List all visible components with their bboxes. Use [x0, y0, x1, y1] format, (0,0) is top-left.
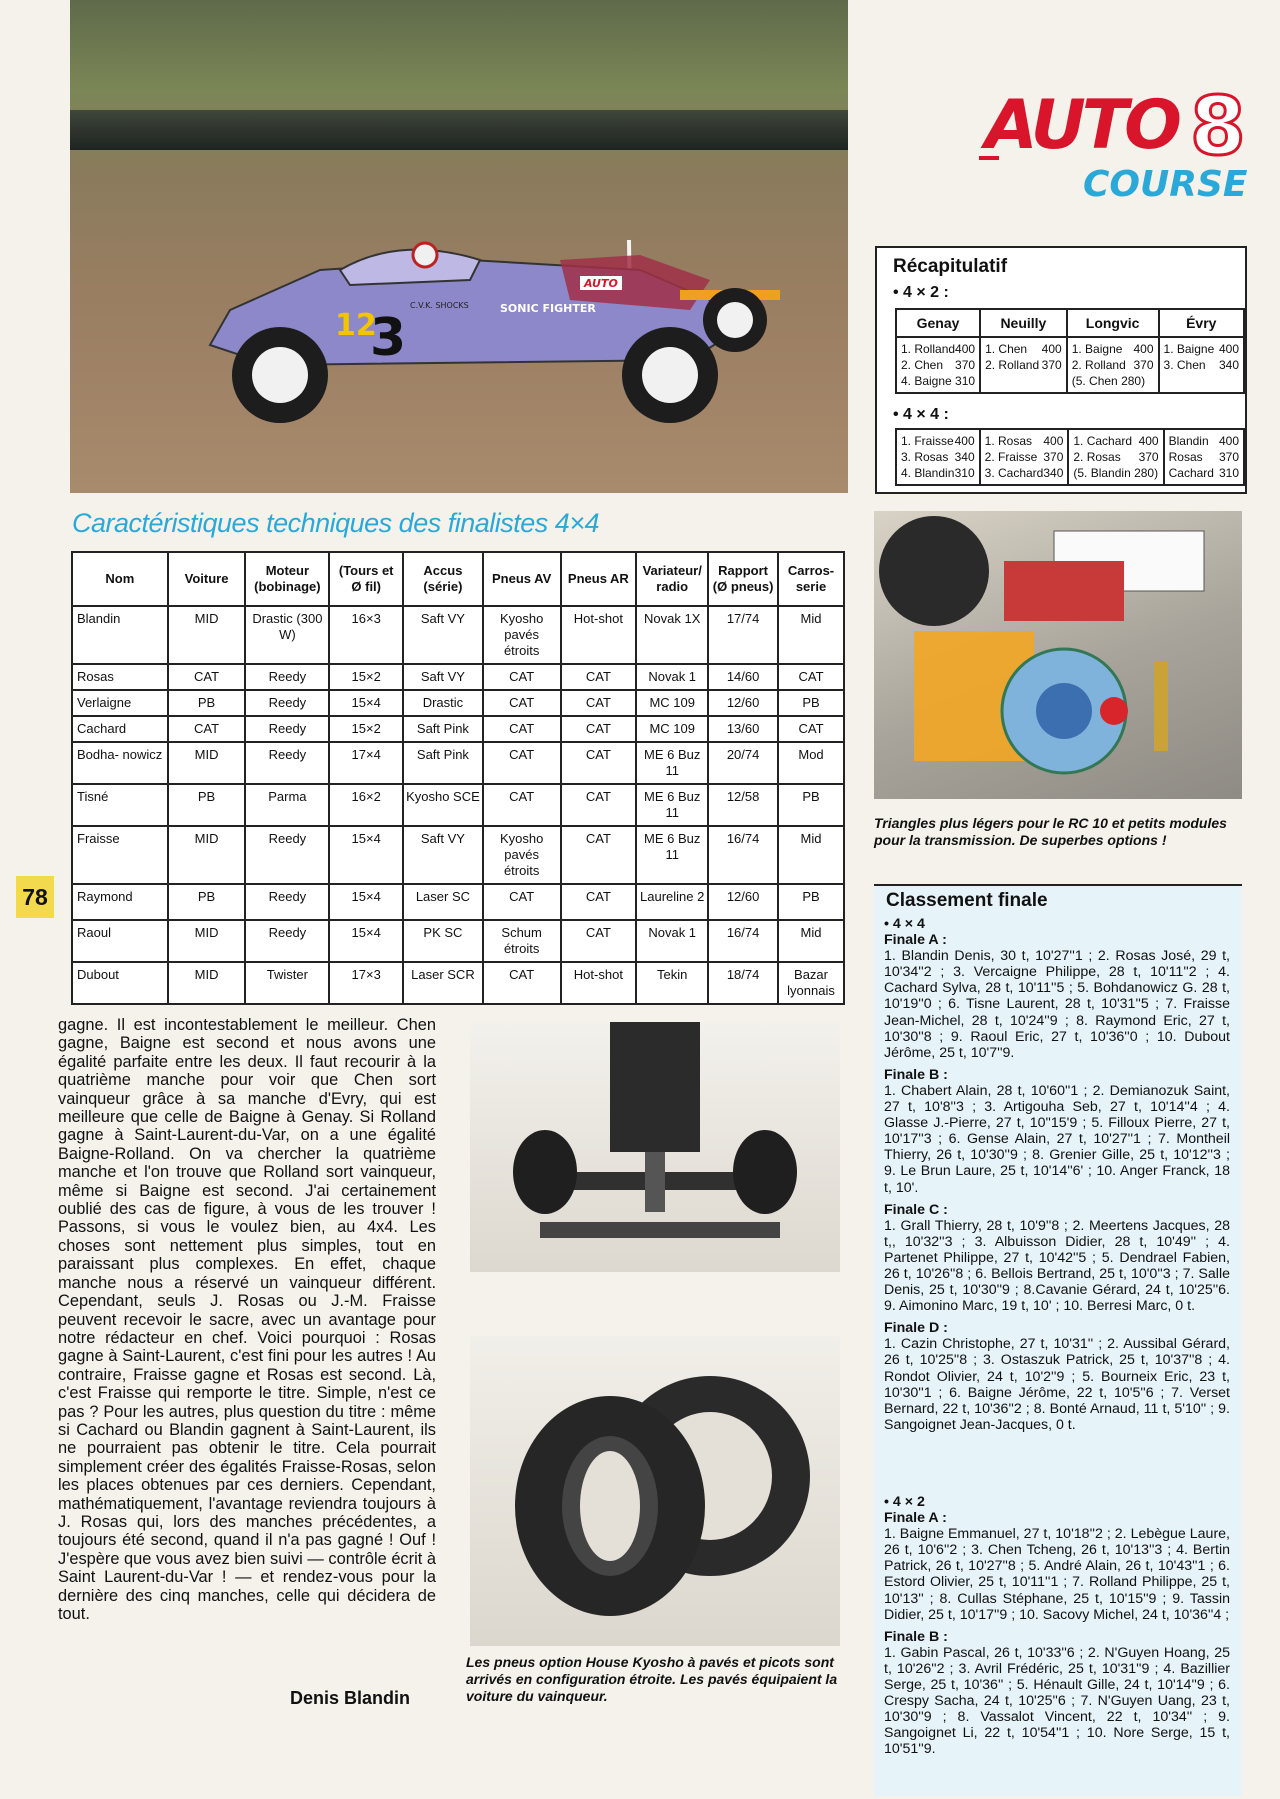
recap-points: 310	[955, 374, 976, 388]
tech-row	[72, 884, 844, 920]
tech-driver-name: Raymond	[72, 884, 168, 920]
recap-driver: (5. Blandin 280)	[1073, 466, 1159, 480]
recap-points: 310	[1218, 466, 1239, 480]
recap-driver: (5. Chen 280)	[1071, 374, 1146, 388]
hero-photo-buggy	[70, 0, 848, 493]
tech-cell: Kyosho SCE	[403, 784, 483, 826]
recap-line	[901, 433, 975, 449]
tech-cell: 17×3	[329, 962, 403, 1004]
auto-sticker: AUTO	[584, 277, 618, 290]
finale-label: Finale B :	[884, 1066, 948, 1083]
tech-header-cell: Moteur (bobinage)	[245, 552, 329, 606]
article-body: gagne. Il est incontestablement le meilleur. Chen gagne, Baigne est second et nous avons une égalité parfaite entre les deux. Il faut recourir à la quatrième manche pour voir que Chen sort vainqueur grâce à sa manche d'Evry, qui est meilleure que celle de Baigne à Genay. Si Rolland gagne à Saint-Laurent-du-Var, on a une égalité Baigne-Rolland. On va chercher la quatrième manche et l'on trouve que Rolland sort vainqueur, même si Baigne est second. J'ai certainement oublié des cas de figure, à vous de les trouver ! Passons, si vous le voulez bien, au 4x4. Les choses sont nettement plus simples, tout en paraissant plus complexes. En effet, chaque manche nous a réservé un vainqueur différent. Cependant, seuls J. Rosas ou J.-M. Fraisse peuvent recevoir le sacre, avec un avantage pour notre rédacteur en chef. Voici pourquoi : Rosas gagne à Saint-Laurent, c'est fini pour les autres ! Au contraire, Fraisse gagne et Rosas est second. Là, c'est Fraisse qui remporte le titre. Simple, n'est ce pas ? Pour les autres, plus question du titre : même si Cachard ou Blandin gagnent à Saint-Laurent, ils ne pourraient pas obtenir le titre. Cela pourrait simplement créer des égalités Fraisse-Rosas, selon les places obtenues par ces derniers. Cependant, mathématiquement, l'avantage reviendra toujours à J. Rosas qui, lors des manches précédentes, a toujours été second, quand il n'a pas gagné ! Ouf ! J'espère que vous avez bien suivi — contrôle écrit à Saint Laurent-du-Var ! — et rendez-vous pour la dernière des cinq manches, celle qui décidera de tout.	[58, 1016, 436, 1623]
tech-cell: PB	[168, 784, 246, 826]
chassis-illustration	[470, 1022, 840, 1272]
tech-cell: Novak 1	[636, 664, 708, 690]
recap-cell	[1164, 429, 1244, 485]
tech-row	[72, 784, 844, 826]
tech-cell: PB	[778, 884, 844, 920]
tech-cell: CAT	[168, 664, 246, 690]
recap-points: 370	[1218, 450, 1239, 464]
recap-driver: 1. Chen	[985, 342, 1028, 356]
recap-header-cell: Neuilly	[980, 309, 1067, 337]
recap-driver: 4. Blandin	[901, 466, 955, 480]
recap-points: 400	[1218, 342, 1239, 356]
recap-line	[1073, 465, 1158, 481]
tech-cell: CAT	[483, 690, 561, 716]
tech-cell: Parma	[245, 784, 329, 826]
category-4x4-label: • 4 × 4	[884, 916, 925, 932]
caption-rc10: Triangles plus légers pour le RC 10 et petits modules pour la transmission. De superbes options !	[874, 815, 1227, 848]
tech-cell: CAT	[483, 716, 561, 742]
classement-4x2	[884, 1494, 1230, 1764]
recap-driver: Rosas	[1168, 450, 1203, 464]
finale-results: 1. Blandin Denis, 30 t, 10'27''1 ; 2. Rosas José, 29 t, 10'34''2 ; 3. Vercaigne Philippe, 28 t, 10'11''2 ; 4. Cachard Sylva, 28 t, 10'11''5 ; 5. Bohdanowicz G. 28 t, 10'19''0 ; 6. Tisne Laurent, 28 t, 10'31''5 ; 7. Fraisse Jean-Michel, 28 t, 10'24''9 ; 8. Raymond Eric, 27 t, 10'30''8 ; 9. Raoul Eric, 27 t, 10'36''0 ; 10. Dubout Jérôme, 25 t, 10'7''9.	[884, 948, 1230, 1061]
finale-results: 1. Chabert Alain, 28 t, 10'60''1 ; 2. Demianozuk Saint, 27 t, 10'8''3 ; 3. Artigouha Seb, 27 t, 10'14''4 ; 4. Glasse J.-Pierre, 27 t, 10''15'9 ; 5. Filloux Pierre, 27 t, 10'17''3 ; 6. Gense Alain, 27 t, 10'27''1 ; 7. Montheil Thierry, 26 t, 10'30''9 ; 8. Grenier Gille, 25 t, 10'12''3 ; 9. Le Brun Laure, 25 t, 10'14''6' ; 10. Anger Franck, 18 t, 10'.	[884, 1082, 1230, 1196]
tech-cell: Reedy	[245, 742, 329, 784]
recap-points: 400	[955, 342, 976, 356]
tech-cell: Mid	[778, 826, 844, 884]
recap-line	[901, 449, 975, 465]
tech-cell: CAT	[168, 716, 246, 742]
tech-cell: PB	[778, 690, 844, 716]
recap-points: 370	[1138, 450, 1159, 464]
tech-cell: MID	[168, 962, 246, 1004]
tech-cell: 15×2	[329, 716, 403, 742]
logo-course-text: COURSE	[1083, 164, 1248, 205]
recap-points: 370	[1041, 358, 1062, 372]
finale-label: Finale A :	[884, 1510, 947, 1527]
tech-cell: CAT	[483, 962, 561, 1004]
tech-cell: 12/60	[708, 690, 778, 716]
tech-cell: 16×3	[329, 606, 403, 664]
tech-cell: CAT	[483, 784, 561, 826]
tech-cell: 15×4	[329, 690, 403, 716]
tech-header-cell: Pneus AV	[483, 552, 561, 606]
recap-line	[1073, 433, 1158, 449]
tech-cell: Novak 1	[636, 920, 708, 962]
magazine-logo	[985, 80, 1255, 206]
buggy-illustration	[170, 240, 790, 430]
tech-driver-name: Fraisse	[72, 826, 168, 884]
tech-cell: 20/74	[708, 742, 778, 784]
category-4x2-label: • 4 × 2	[884, 1494, 925, 1510]
tech-specs-table	[71, 551, 845, 1005]
tech-cell: 15×4	[329, 920, 403, 962]
recap-line	[1169, 433, 1239, 449]
tech-cell: CAT	[561, 742, 637, 784]
recap-header-cell: Longvic	[1067, 309, 1159, 337]
tech-cell: CAT	[561, 920, 637, 962]
recap-points: 370	[955, 358, 976, 372]
rc10-transmission-photo	[874, 511, 1242, 799]
classement-finale-box	[874, 884, 1242, 1796]
recap-driver: 1. Baigne	[1163, 342, 1215, 356]
recap-line	[985, 433, 1064, 449]
recap-cell	[1067, 337, 1159, 393]
recap-driver: Blandin	[1168, 434, 1209, 448]
recap-driver: 1. Rosas	[984, 434, 1032, 448]
tech-cell: MID	[168, 742, 246, 784]
tech-row	[72, 664, 844, 690]
tech-header-cell: Variateur/ radio	[636, 552, 708, 606]
finale-label: Finale C :	[884, 1201, 948, 1218]
recap-driver: 3. Rosas	[901, 450, 949, 464]
tech-header-cell: Nom	[72, 552, 168, 606]
recap-line	[985, 357, 1062, 373]
recap-box	[875, 246, 1247, 494]
tech-row	[72, 962, 844, 1004]
tech-cell: CAT	[561, 690, 637, 716]
recap-cell	[1068, 429, 1163, 485]
section-title: Caractéristiques techniques des finalistes 4×4	[72, 508, 600, 538]
recap-driver: 1. Cachard	[1073, 434, 1133, 448]
finale-label: Finale D :	[884, 1320, 948, 1337]
recap-table-4x2	[895, 308, 1245, 394]
tech-cell: Mid	[778, 920, 844, 962]
tech-header-cell: Rapport (Ø pneus)	[708, 552, 778, 606]
recap-points: 400	[1218, 434, 1239, 448]
tech-cell: CAT	[561, 784, 637, 826]
tech-cell: PK SC	[403, 920, 483, 962]
recap-line	[901, 373, 975, 389]
recap-cell	[896, 337, 980, 393]
finale-block	[884, 1629, 1230, 1758]
recap-cell	[980, 337, 1067, 393]
tech-cell: CAT	[483, 884, 561, 920]
recap-points: 400	[1043, 434, 1064, 448]
classement-4x4	[884, 916, 1230, 1439]
recap-line	[1073, 449, 1158, 465]
recap-driver: 2. Rolland	[1071, 358, 1126, 372]
recap-driver: 2. Rolland	[985, 358, 1040, 372]
car-number: 3	[370, 308, 407, 368]
recap-driver: 3. Cachard	[984, 466, 1044, 480]
rc10-illustration	[874, 511, 1242, 799]
recap-line	[1169, 465, 1239, 481]
recap-cell	[980, 429, 1069, 485]
recap-title: Récapitulatif	[893, 256, 1008, 277]
tech-cell: 15×4	[329, 826, 403, 884]
caption-tires: Les pneus option House Kyosho à pavés et picots sont arrivés en configuration étroite. Les pavés équipaient la voiture du vainqueur.	[466, 1654, 838, 1704]
recap-line	[1072, 357, 1154, 373]
recap-driver: 3. Chen	[1163, 358, 1206, 372]
page-number: 78	[16, 876, 54, 918]
tech-cell: Novak 1X	[636, 606, 708, 664]
finale-results: 1. Cazin Christophe, 27 t, 10'31'' ; 2. Aussibal Gérard, 26 t, 10'25''8 ; 3. Ostaszuk Patrick, 25 t, 10'37''8 ; 4. Rondot Olivier, 24 t, 10'2''9 ; 5. Bourneix Eric, 23 t, 10'30''1 ; 6. Baigne Jérôme, 22 t, 10'5''6 ; 7. Verset Bernard, 22 t, 10'36''2 ; 8. Bonté Arnaud, 11 t, 5'10'' ; 9. Sangoignet Jean-Jacques, 0 t.	[884, 1336, 1230, 1433]
recap-line	[985, 341, 1062, 357]
recap-driver: 1. Baigne	[1071, 342, 1123, 356]
tech-cell: CAT	[561, 664, 637, 690]
tech-cell: 16×2	[329, 784, 403, 826]
recap-points: 340	[1218, 358, 1239, 372]
tech-cell: Kyosho pavés étroits	[483, 826, 561, 884]
tech-header-cell: Voiture	[168, 552, 246, 606]
tech-cell: Kyosho pavés étroits	[483, 606, 561, 664]
recap-driver: 4. Baigne	[901, 374, 952, 388]
finale-label: Finale B :	[884, 1628, 948, 1645]
recap-driver: 2. Rosas	[1073, 450, 1121, 464]
recap-line	[901, 341, 975, 357]
finale-block	[884, 1320, 1230, 1433]
tech-cell: CAT	[778, 664, 844, 690]
tech-header-row	[72, 552, 844, 606]
recap-driver: 1. Rolland	[901, 342, 956, 356]
tech-cell: PB	[778, 784, 844, 826]
recap-subtitle-4x2: • 4 × 2 :	[893, 284, 949, 301]
finale-block	[884, 1202, 1230, 1315]
sonic-fighter-decal: SONIC FIGHTER	[500, 302, 596, 315]
logo-auto-text: AUTO	[985, 86, 1178, 165]
tech-cell: Laser SCR	[403, 962, 483, 1004]
tech-driver-name: Tisné	[72, 784, 168, 826]
finale-results: 1. Baigne Emmanuel, 27 t, 10'18''2 ; 2. Lebègue Laure, 26 t, 10'6''2 ; 3. Chen Tcheng, 26 t, 10'13''3 ; 4. Bertin Patrick, 26 t, 10'27''8 ; 5. André Alain, 26 t, 10'43''1 ; 6. Estord Olivier, 25 t, 10'11''1 ; 7. Rolland Philippe, 25 t, 10'13'' ; 8. Cullas Stéphane, 25 t, 10'15''9 ; 9. Tassin Didier, 25 t, 10'17''9 ; 10. Sacovy Michel, 24 t, 10'36''4 ;	[884, 1526, 1230, 1623]
tech-row	[72, 826, 844, 884]
tech-driver-name: Verlaigne	[72, 690, 168, 716]
recap-driver: 2. Chen	[901, 358, 944, 372]
tech-cell: Saft VY	[403, 606, 483, 664]
tech-cell: 14/60	[708, 664, 778, 690]
tech-cell: PB	[168, 690, 246, 716]
author-signature: Denis Blandin	[290, 1688, 411, 1708]
tech-cell: 16/74	[708, 920, 778, 962]
finale-results: 1. Grall Thierry, 28 t, 10'9''8 ; 2. Meertens Jacques, 28 t,, 10'32''3 ; 3. Albuisson Didier, 28 t, 10'49'' ; 4. Partenet Philippe, 27 t, 10'42''5 ; 5. Dendrael Fabien, 26 t, 10'26''8 ; 6. Bellois Bertrand, 25 t, 10'0''3 ; 7. Salle Denis, 25 t, 10'30''9 ; 8.Cavanie Gérard, 24 t, 10'25''6. 9. Aimonino Marc, 19 t, 10' ; 10. Berresi Marc, 0 t.	[884, 1217, 1230, 1315]
tech-cell: CAT	[483, 664, 561, 690]
recap-line	[985, 465, 1064, 481]
tech-header-cell: Pneus AR	[561, 552, 637, 606]
tech-cell: ME 6 Buz 11	[636, 784, 708, 826]
recap-points: 310	[954, 466, 975, 480]
recap-points: 400	[954, 434, 975, 448]
recap-line	[1072, 373, 1154, 389]
tech-cell: Mid	[778, 606, 844, 664]
tech-driver-name: Rosas	[72, 664, 168, 690]
tech-cell: 16/74	[708, 826, 778, 884]
recap-line	[901, 357, 975, 373]
recap-header-cell: Genay	[896, 309, 980, 337]
tech-cell: MID	[168, 826, 246, 884]
recap-line	[1164, 357, 1239, 373]
recap-points: 400	[1041, 342, 1062, 356]
tech-cell: Laureline 2	[636, 884, 708, 920]
tech-cell: Schum étroits	[483, 920, 561, 962]
recap-points: 400	[1138, 434, 1159, 448]
finale-block	[884, 1067, 1230, 1196]
tech-cell: PB	[168, 884, 246, 920]
tech-cell: CAT	[561, 826, 637, 884]
tech-cell: CAT	[483, 742, 561, 784]
tech-driver-name: Raoul	[72, 920, 168, 962]
tech-cell: 15×4	[329, 884, 403, 920]
tech-cell: CAT	[561, 716, 637, 742]
shocks-decal: C.V.K. SHOCKS	[410, 301, 469, 310]
tech-cell: Hot-shot	[561, 606, 637, 664]
tech-cell: Saft Pink	[403, 742, 483, 784]
recap-header-cell: Évry	[1159, 309, 1244, 337]
tech-cell: Drastic (300 W)	[245, 606, 329, 664]
tech-cell: Twister	[245, 962, 329, 1004]
tech-cell: 12/60	[708, 884, 778, 920]
tech-driver-name: Dubout	[72, 962, 168, 1004]
logo-eight: 8	[1190, 80, 1246, 173]
tech-cell: Tekin	[636, 962, 708, 1004]
tech-cell: Reedy	[245, 884, 329, 920]
tech-cell: 17×4	[329, 742, 403, 784]
tech-cell: 15×2	[329, 664, 403, 690]
tires-illustration	[470, 1336, 840, 1646]
finale-block	[884, 1510, 1230, 1623]
recap-points: 370	[1043, 450, 1064, 464]
tech-driver-name: Bodha- nowicz	[72, 742, 168, 784]
tech-cell: Reedy	[245, 716, 329, 742]
tech-cell: Saft Pink	[403, 716, 483, 742]
tech-row	[72, 716, 844, 742]
tech-cell: 17/74	[708, 606, 778, 664]
recap-subtitle-4x4: • 4 × 4 :	[893, 406, 949, 423]
recap-line	[1072, 341, 1154, 357]
tech-cell: MID	[168, 920, 246, 962]
tech-cell: Reedy	[245, 920, 329, 962]
tech-cell: Drastic	[403, 690, 483, 716]
recap-line	[985, 449, 1064, 465]
tech-cell: Bazar lyonnais	[778, 962, 844, 1004]
recap-points: 370	[1133, 358, 1154, 372]
tech-driver-name: Blandin	[72, 606, 168, 664]
tech-cell: Mod	[778, 742, 844, 784]
tech-cell: 12/58	[708, 784, 778, 826]
finale-results: 1. Gabin Pascal, 26 t, 10'33''6 ; 2. N'Guyen Hoang, 25 t, 10'26''2 ; 3. Avril Frédéric, 25 t, 10'31''9 ; 4. Bazillier Serge, 25 t, 10'36'' ; 5. Hénault Gille, 24 t, 10'14''9 ; 6. Crespy Sacha, 24 t, 10'25''6 ; 7. N'Guyen Uang, 23 t, 10'30''9 ; 8. Vassalot Vincent, 22 t, 10'34'' ; 9. Sangoignet Li, 22 t, 10'54''1 ; 10. Nore Serge, 15 t, 10'51''9.	[884, 1644, 1230, 1758]
tech-header-cell: (Tours et Ø fil)	[329, 552, 403, 606]
recap-driver: Cachard	[1168, 466, 1214, 480]
recap-cell	[896, 429, 980, 485]
tech-row	[72, 690, 844, 716]
tech-cell: MID	[168, 606, 246, 664]
trackside-barrier	[70, 110, 848, 150]
tech-cell: ME 6 Buz 11	[636, 742, 708, 784]
recap-points: 340	[1043, 466, 1064, 480]
recap-line	[1164, 341, 1239, 357]
tech-row	[72, 920, 844, 962]
recap-line	[1169, 449, 1239, 465]
tech-header-cell: Accus (série)	[403, 552, 483, 606]
recap-table-4x4	[895, 428, 1245, 486]
recap-points: 340	[954, 450, 975, 464]
tech-cell: ME 6 Buz 11	[636, 826, 708, 884]
tech-cell: Saft VY	[403, 826, 483, 884]
finale-block	[884, 932, 1230, 1061]
tech-cell: Hot-shot	[561, 962, 637, 1004]
tech-cell: MC 109	[636, 690, 708, 716]
tech-driver-name: Cachard	[72, 716, 168, 742]
tires-photo	[470, 1336, 840, 1646]
tech-cell: 18/74	[708, 962, 778, 1004]
tech-cell: Reedy	[245, 826, 329, 884]
recap-points: 400	[1133, 342, 1154, 356]
tech-row	[72, 606, 844, 664]
recap-driver: 1. Fraisse	[901, 434, 954, 448]
tech-cell: Reedy	[245, 690, 329, 716]
tech-cell: 13/60	[708, 716, 778, 742]
recap-driver: 2. Fraisse	[984, 450, 1038, 464]
tech-header-cell: Carros- serie	[778, 552, 844, 606]
tech-cell: Laser SC	[403, 884, 483, 920]
recap-cell	[1159, 337, 1244, 393]
finale-label: Finale A :	[884, 932, 947, 949]
tech-cell: CAT	[561, 884, 637, 920]
tech-cell: Saft VY	[403, 664, 483, 690]
recap-line	[901, 465, 975, 481]
tech-cell: CAT	[778, 716, 844, 742]
tech-cell: Reedy	[245, 664, 329, 690]
tech-cell: MC 109	[636, 716, 708, 742]
tech-row	[72, 742, 844, 784]
chassis-photo	[470, 1022, 840, 1272]
classement-title: Classement finale	[886, 890, 1048, 911]
svg-text:12: 12	[335, 308, 377, 343]
